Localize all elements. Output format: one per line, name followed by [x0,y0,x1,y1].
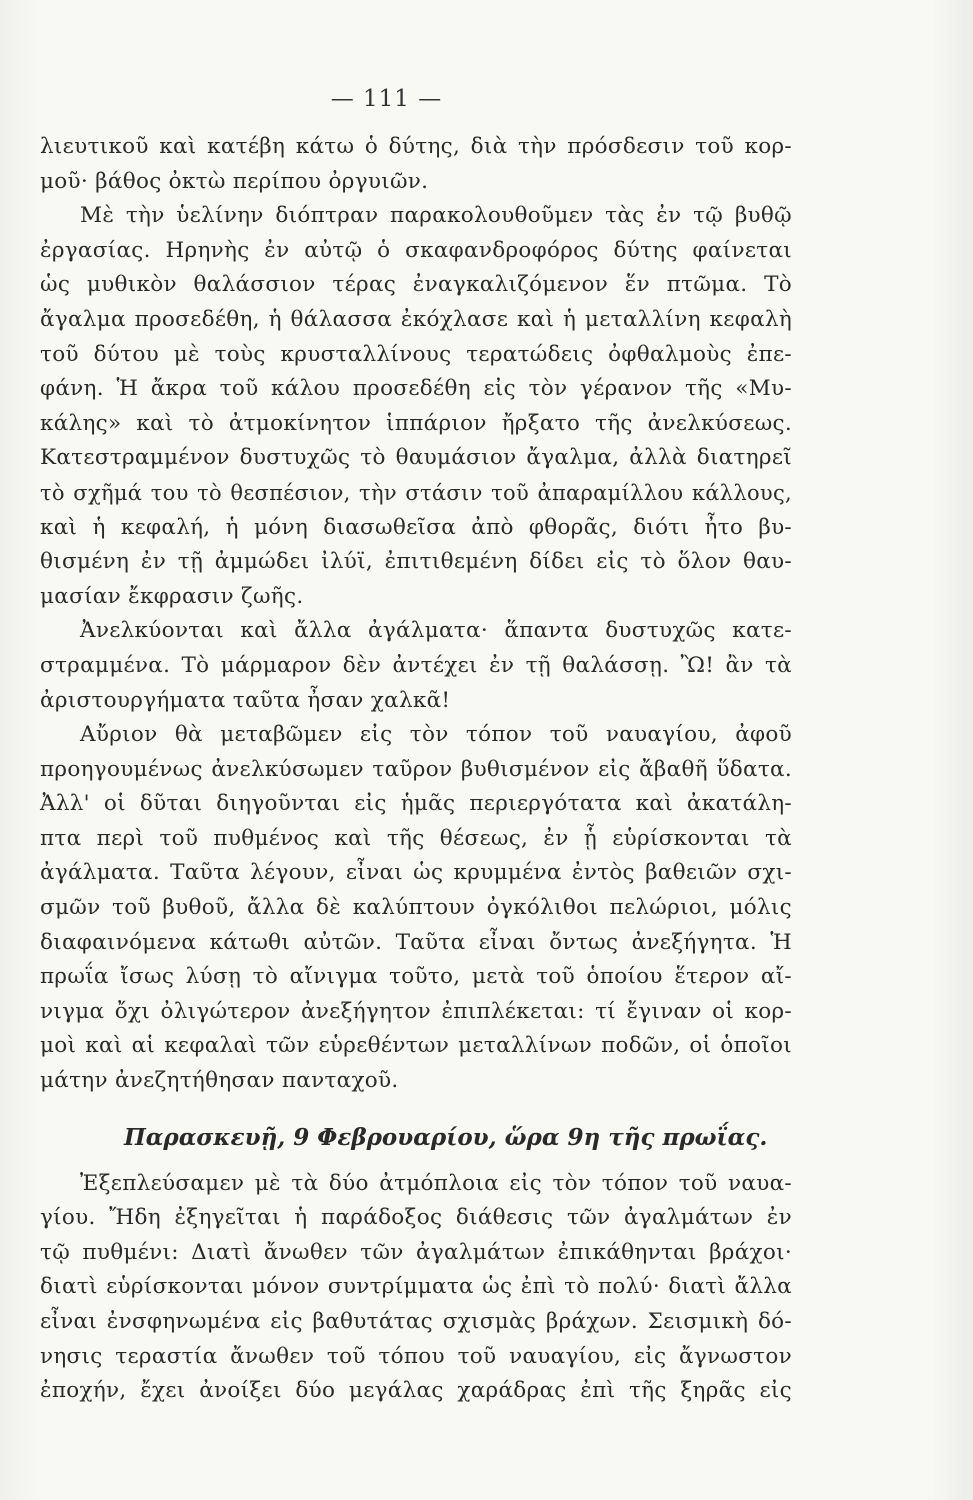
text-line: νιγμα ὄχι ὀλιγώτερον ἀνεξήγητον ἐπιπλέκεται: τί ἔγιναν οἱ κορ- [40,998,792,1024]
text-line: νησις τεραστία ἄνωθεν τοῦ τόπου τοῦ ναυαγίου, εἰς ἄγνωστον [40,1343,792,1369]
text-line: εἶναι ἐνσφηνωμένα εἰς βαθυτάτας σχισμὰς βράχων. Σεισμικὴ δό- [40,1309,792,1334]
text-line: διαφαινόμενα κάτωθι αὐτῶν. Ταῦτα εἶναι ὄντως ἀνεξήγητα. Ἡ [40,929,792,955]
text-line: ἀριστουργήματα ταῦτα ἦσαν χαλκᾶ! [40,687,451,713]
text-line: προηγουμένως ἀνελκύσωμεν ταῦρον βυθισμένον εἰς ἄβαθῆ ὕδατα. [40,756,792,782]
text-line: Ἀνελκύονται καὶ ἄλλα ἀγάλματα· ἅπαντα δυστυχῶς κατε- [80,618,792,644]
text-line: πτα περὶ τοῦ πυθμένος καὶ τῆς θέσεως, ἐν ᾗ εὑρίσκονται τὰ [40,825,792,851]
text-line: Κατεστραμμένον δυστυχῶς τὸ θαυμάσιον ἄγαλμα, ἀλλὰ διατηρεῖ [40,445,792,471]
text-line: θισμένη ἐν τῇ ἀμμώδει ἰλύϊ, ἐπιτιθεμένη δίδει εἰς τὸ ὅλον θαυ- [40,549,792,575]
text-line: στραμμένα. Τὸ μάρμαρον δὲν ἀντέχει ἐν τῇ θαλάσσῃ. Ὢ! ἂν τὰ [40,652,792,678]
text-line: διατὶ εὑρίσκονται μόνον συντρίμματα ὡς ἐπὶ τὸ πολύ· διατὶ ἄλλα [40,1274,792,1300]
text-line: μάτην ἀνεζητήθησαν πανταχοῦ. [40,1068,399,1094]
page-number: — 111 — [330,86,443,112]
section-heading: Παρασκευῇ, 9 Φεβρουαρίου, ὥρα 9η τῆς πρωΐας. [124,1123,768,1151]
text-line: πρωΐα ἴσως λύσῃ τὸ αἴνιγμα τοῦτο, μετὰ τοῦ ὁποίου ἕτερον αἴ- [40,964,792,990]
text-line: τοῦ δύτου μὲ τοὺς κρυσταλλίνους τερατώδεις ὀφθαλμοὺς ἐπε- [40,341,792,367]
text-line: ἀγάλματα. Ταῦτα λέγουν, εἶναι ὡς κρυμμένα ἐντὸς βαθειῶν σχι- [40,860,792,886]
text-line: Ἐξεπλεύσαμεν μὲ τὰ δύο ἀτμόπλοια εἰς τὸν τόπον τοῦ ναυα- [80,1170,792,1196]
text-line: γίου. Ἤδη ἐξηγεῖται ἡ παράδοξος διάθεσις τῶν ἀγαλμάτων ἐν [40,1205,792,1231]
text-line: κάλης» καὶ τὸ ἀτμοκίνητον ἱππάριον ἤρξατο τῆς ἀνελκύσεως. [40,410,792,436]
text-line: Αὔριον θὰ μεταβῶμεν εἰς τὸν τόπον τοῦ ναυαγίου, ἀφοῦ [80,722,792,748]
text-line: Ἀλλ' οἱ δῦται διηγοῦνται εἰς ἡμᾶς περιεργότατα καὶ ἀκατάλη- [40,791,792,817]
text-line: φάνη. Ἡ ἄκρα τοῦ κάλου προσεδέθη εἰς τὸν γέρανον τῆς «Μυ- [40,376,792,402]
text-line: Μὲ τὴν ὑελίνην διόπτραν παρακολουθοῦμεν τὰς ἐν τῷ βυθῷ [80,203,792,229]
body-text [40,130,792,1409]
text-line: μοὶ καὶ αἱ κεφαλαὶ τῶν εὑρεθέντων μεταλλίνων ποδῶν, οἱ ὁποῖοι [40,1033,792,1059]
text-line: ἐποχήν, ἔχει ἀνοίξει δύο μεγάλας χαράδρας ἐπὶ τῆς ξηρᾶς εἰς [40,1378,792,1404]
text-line: ἐργασίας. Ηρηνὴς ἐν αὐτῷ ὁ σκαφανδροφόρος δύτης φαίνεται [40,237,792,263]
text-line: καὶ ἡ κεφαλή, ἡ μόνη διασωθεῖσα ἀπὸ φθορᾶς, διότι ἦτο βυ- [40,514,792,540]
text-line: ὡς μυθικὸν θαλάσσιον τέρας ἐναγκαλιζόμενον ἕν πτῶμα. Τὸ [40,272,792,298]
text-line: μοῦ· βάθος ὀκτὼ περίπου ὀργυιῶν. [40,168,429,194]
text-line: σμῶν τοῦ βυθοῦ, ἄλλα δὲ καλύπτουν ὀγκόλιθοι πελώριοι, μόλις [40,895,792,921]
text-line: τῷ πυθμένι: Διατὶ ἄνωθεν τῶν ἀγαλμάτων ἐπικάθηνται βράχοι· [40,1239,792,1265]
text-line: λιευτικοῦ καὶ κατέβη κάτω ὁ δύτης, διὰ τὴν πρόσδεσιν τοῦ κορ- [40,134,792,159]
text-line: μασίαν ἔκφρασιν ζωῆς. [40,583,304,609]
text-line: ἄγαλμα προσεδέθη, ἡ θάλασσα ἐκόχλασε καὶ ἡ μεταλλίνη κεφαλὴ [40,306,792,332]
text-line: τὸ σχῆμά του τὸ θεσπέσιον, τὴν στάσιν τοῦ ἀπαραμίλλου κάλλους, [40,480,792,505]
